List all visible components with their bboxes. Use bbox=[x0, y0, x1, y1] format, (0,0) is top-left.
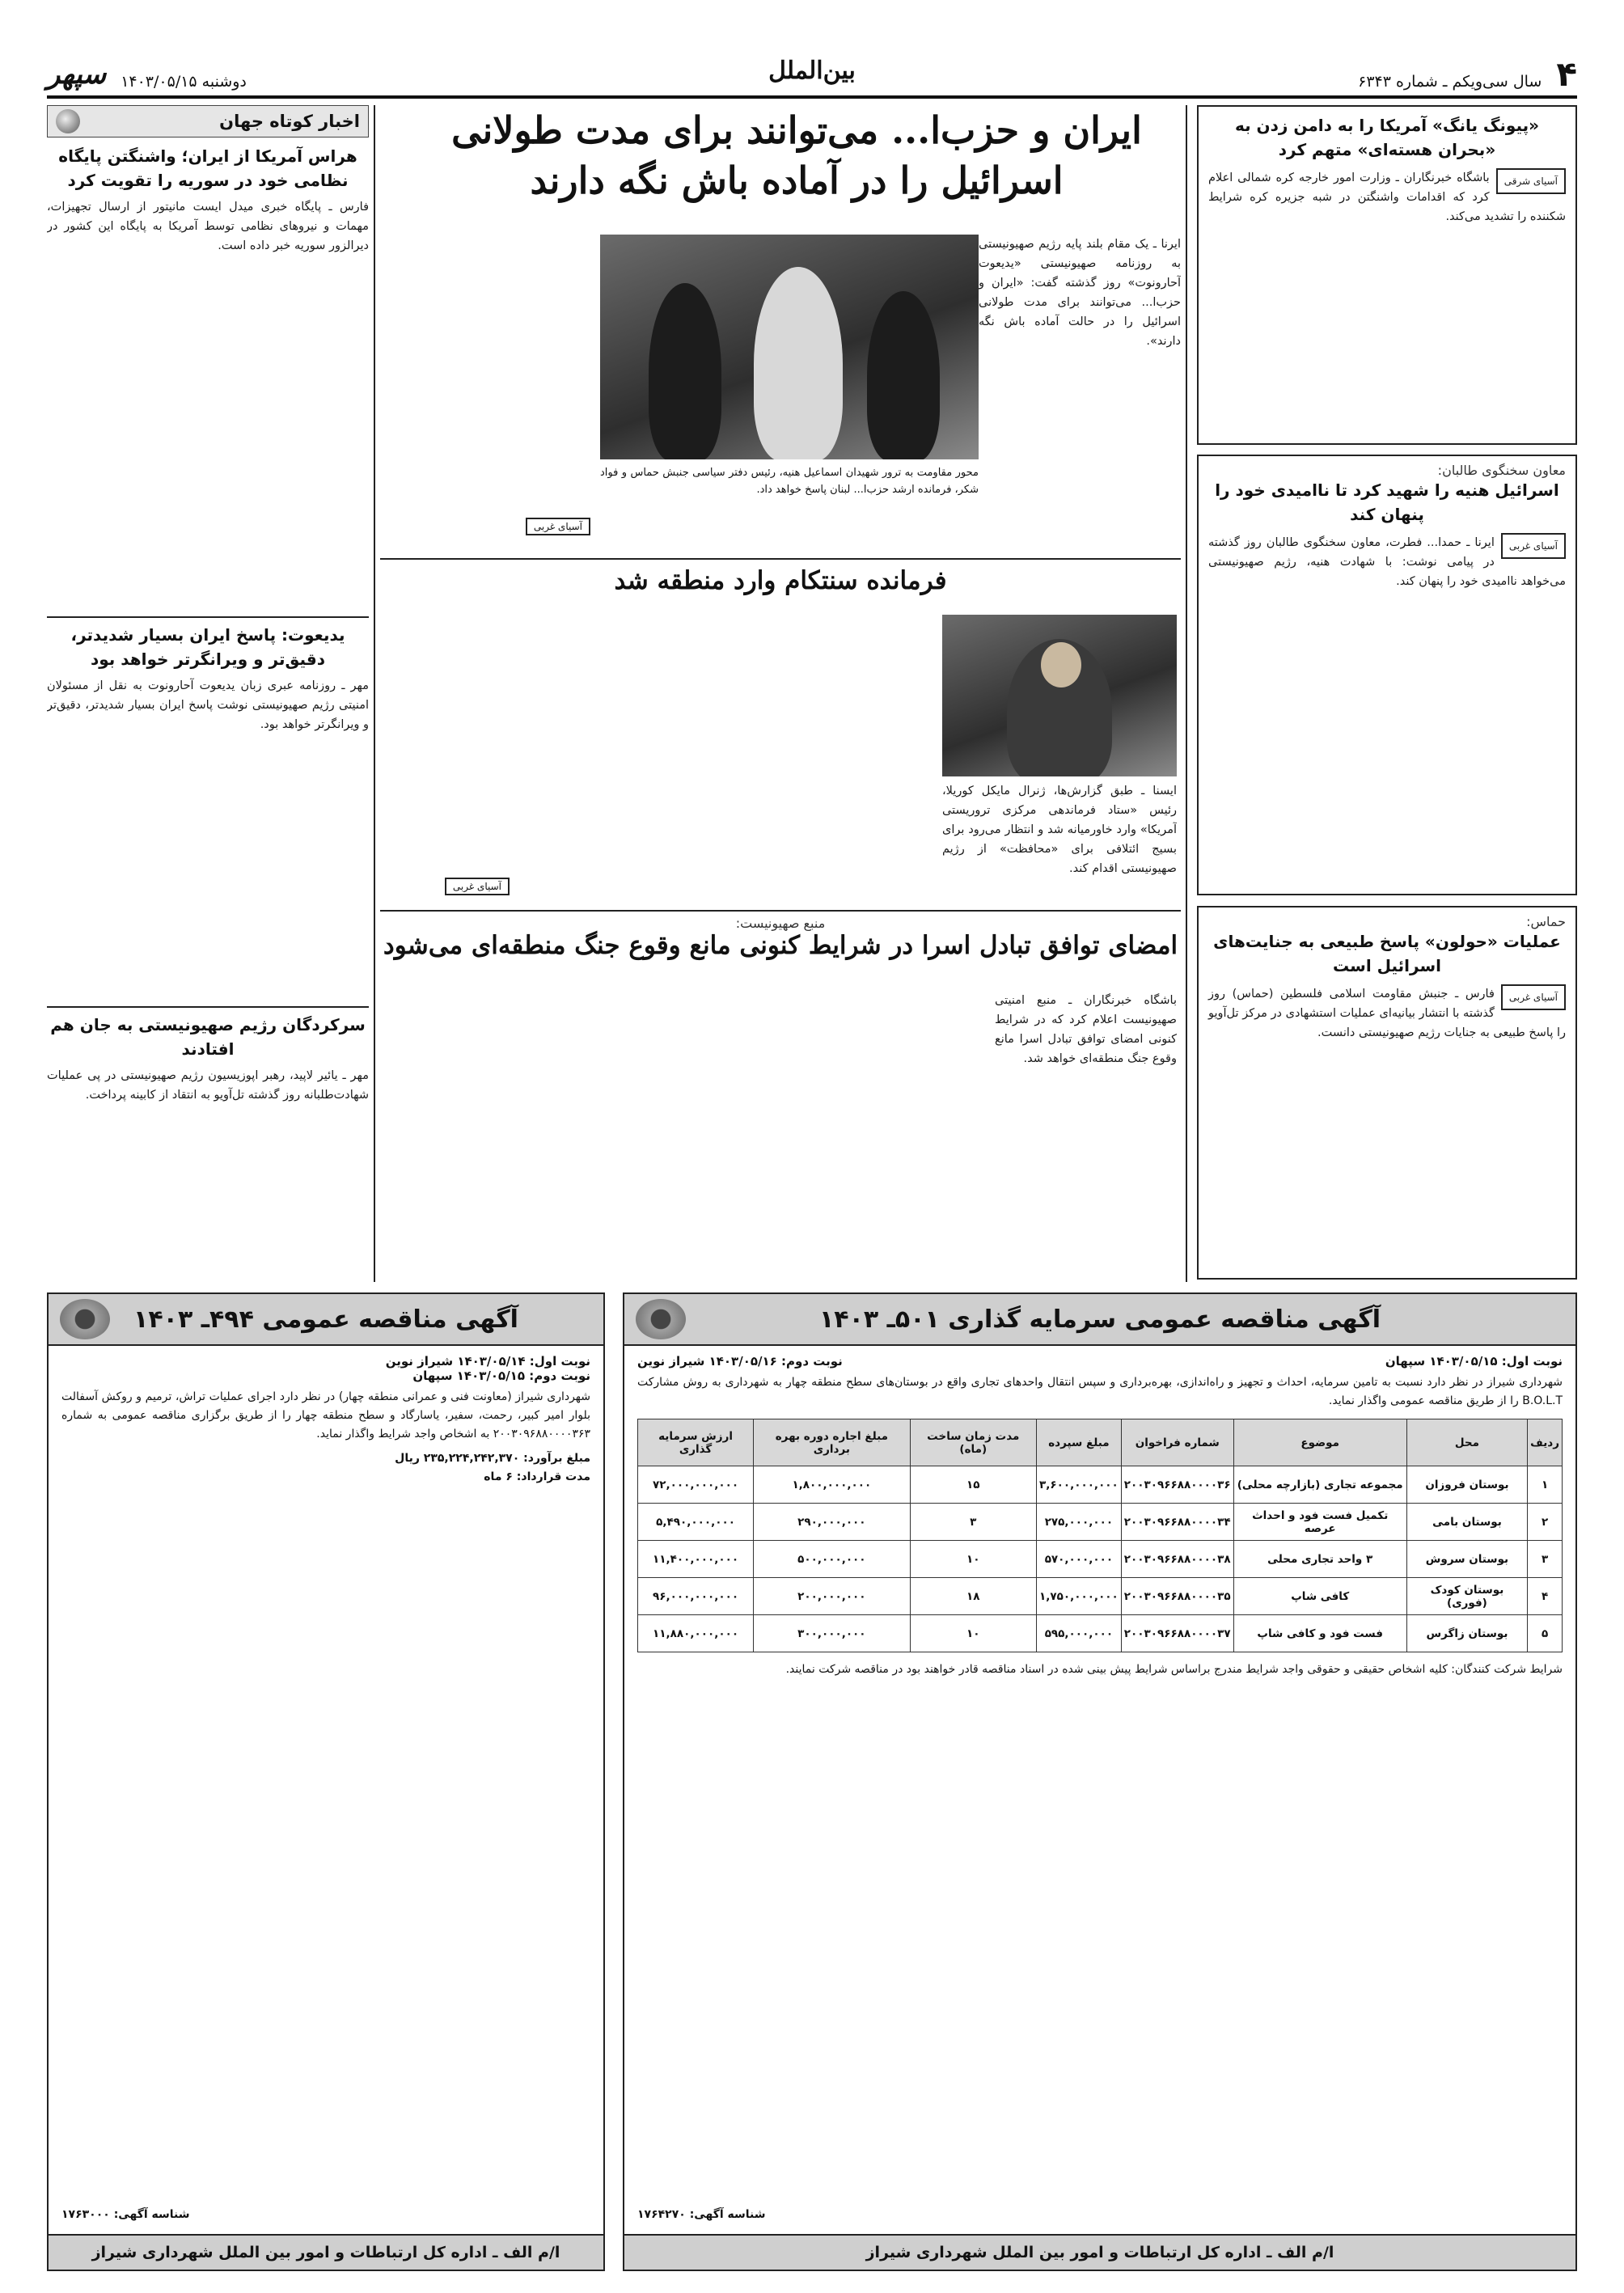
story-hamas bbox=[1197, 906, 1577, 1280]
prisoner-headline: امضای توافق تبادل اسرا در شرایط کنونی مانع وقوع جنگ منطقه‌ای می‌شود bbox=[383, 931, 1178, 960]
main-story-lead: ایرنا ـ یک مقام بلند پایه رژیم صهیونیستی به روزنامه صهیونیستی «یدیعوت آحارونوت» روز گذشته گفت: «ایران و حزب‌ا... می‌توانند برای مدت طولانی اسرائیل را در حالت آماده باش نگه دارند». bbox=[979, 238, 1181, 348]
column-divider bbox=[374, 105, 375, 1282]
source-badge: آسیای غربی bbox=[445, 878, 510, 895]
story-title: «پیونگ یانگ» آمریکا را به دامن زدن به «بحران هسته‌ای» متهم کرد bbox=[1234, 116, 1540, 159]
story-north-korea bbox=[1197, 105, 1577, 445]
tender-table bbox=[637, 1419, 1563, 1652]
source-badge: آسیای غربی bbox=[1501, 984, 1566, 1010]
source-badge: آسیای غربی bbox=[526, 518, 590, 535]
ad-title: آگهی مناقصه عمومی ۴۹۴ـ ۱۴۰۳ bbox=[133, 1305, 518, 1334]
table-header-row: ردیف محل موضوع شماره فراخوان مبلغ سپرده مدت زمان ساخت (ماه) مبلغ اجاره دوره بهره برداری ارزش سرمایه گذاری bbox=[638, 1419, 1563, 1466]
brief-lead: مهر ـ روزنامه عبری زبان یدیعوت آحارونوت به نقل از مسئولان امنیتی رژیم صهیونیستی نوشت پاسخ ایران بسیار شدیدتر، دقیق‌تر و ویرانگر‌تر خواهد بود. bbox=[47, 679, 369, 731]
ad-publication-1: نوبت اول: ۱۴۰۳/۰۵/۱۴ شیراز نوین bbox=[385, 1354, 590, 1369]
table-row: ۲ بوستان بامی تکمیل فست فود و احداث عرصه ۲۰۰۳۰۹۶۶۸۸۰۰۰۰۳۴ ۲۷۵,۰۰۰,۰۰۰ ۳ ۲۹۰,۰۰۰,۰۰۰ ۵,۴۹۰,۰۰۰,۰۰۰ bbox=[638, 1504, 1563, 1541]
commander-headline-area bbox=[380, 566, 1181, 607]
briefs-title: اخبار کوتاه جهان bbox=[219, 112, 360, 131]
briefs-column bbox=[47, 144, 369, 1276]
commander-lead-box bbox=[942, 781, 1177, 895]
ad-intro: شهرداری شیراز (معاونت فنی و عمرانی منطقه چهار) در نظر دارد اجرای عملیات تراش، ترمیم و روکش آسفالت بلوار امیر کبیر، رحمت، سفیر، یاسارگاد و سطح منطقه چهار را از طریق برگزاری مناقصه عمومی به شماره ۲۰۰۳۰۹۶۸۸۰۰۰۰۳۶۳ به اشخاص واجد شرایط واگذار نماید. bbox=[61, 1390, 590, 1441]
source-badge: آسیای شرقی bbox=[1496, 168, 1566, 194]
commander-source bbox=[380, 878, 510, 902]
story-taliban bbox=[1197, 455, 1577, 895]
main-headline-area bbox=[412, 105, 1181, 226]
main-story-continued bbox=[380, 235, 590, 550]
ad-publication-1: نوبت اول: ۱۴۰۳/۰۵/۱۵ سپهان bbox=[1385, 1354, 1563, 1369]
brief-lead: فارس ـ پایگاه خبری میدل ایست مانیتور از ارسال تجهیزات، مهمات و نیروهای نظامی توسط آمریکا به پایگاه این کشور در دیرالزور سوریه خبر داده است. bbox=[47, 201, 369, 252]
ad-publication-2: نوبت دوم: ۱۴۰۳/۰۵/۱۵ سپهان bbox=[412, 1369, 590, 1383]
story-body bbox=[1208, 226, 1566, 246]
prisoner-lead-box bbox=[995, 991, 1177, 1274]
source-badge: آسیای غربی bbox=[1501, 533, 1566, 559]
table-row: ۳ بوستان سروش ۳ واحد تجاری محلی ۲۰۰۳۰۹۶۶۸۸۰۰۰۰۳۸ ۵۷۰,۰۰۰,۰۰۰ ۱۰ ۵۰۰,۰۰۰,۰۰۰ ۱۱,۴۰۰,۰۰۰,۰۰۰ bbox=[638, 1541, 1563, 1578]
commander-lead: ایسنا ـ طبق گزارش‌ها، ژنرال مایکل کوریلا، رئیس «ستاد فرماندهی مرکزی تروریستی آمریکا» وارد خاورمیانه شد و انتظار می‌رود برای بسیج ائتلافی برای «محافظت» از رژیم صهیونیستی اقدام کند. bbox=[942, 785, 1177, 875]
prisoner-lead: باشگاه خبرنگاران ـ منبع امنیتی صهیونیست اعلام کرد که در شرایط کنونی امضای توافق تبادل اسرا مانع وقوع جنگ منطقه‌ای خواهد شد. bbox=[995, 994, 1177, 1065]
page-number: ۴ bbox=[1556, 54, 1577, 94]
main-story-lead-column bbox=[979, 235, 1181, 510]
story-kicker: منبع صهیونیست: bbox=[735, 916, 826, 931]
ad-general-tender bbox=[47, 1292, 605, 2271]
table-row: ۴ بوستان کودک (فوری) کافی شاپ ۲۰۰۳۰۹۶۶۸۸۰۰۰۰۳۵ ۱,۷۵۰,۰۰۰,۰۰۰ ۱۸ ۲۰۰,۰۰۰,۰۰۰ ۹۶,۰۰۰,۰۰۰,۰۰۰ bbox=[638, 1578, 1563, 1615]
divider bbox=[380, 558, 1181, 560]
main-headline: ایران و حزب‌ا... می‌توانند برای مدت طولانی اسرائیل را در آماده باش نگه دارند bbox=[451, 108, 1142, 202]
story-kicker: معاون سخنگوی طالبان: bbox=[1437, 463, 1566, 478]
story-lead: باشگاه خبرنگاران ـ وزارت امور خارجه کره شمالی اعلام کرد که اقدامات واشنگتن در شبه جزیره کره شرایط شکننده را تشدید می‌کند. bbox=[1208, 171, 1566, 223]
ad-footer: ا/م الف ـ اداره کل ارتباطات و امور بین الملل شهرداری شیراز bbox=[624, 2234, 1575, 2270]
globe-icon bbox=[56, 109, 80, 133]
ad-title: آگهی مناقصه عمومی سرمایه گذاری ۵۰۱ـ ۱۴۰۳ bbox=[818, 1305, 1381, 1334]
newspaper-logo: سپهر bbox=[47, 58, 107, 91]
brief-title: یدیعوت: پاسخ ایران بسیار شدیدتر، دقیق‌تر و ویرانگر‌تر خواهد بود bbox=[70, 625, 345, 669]
story-lead: ایرنا ـ حمدا... فطرت، معاون سخنگوی طالبان روز گذشته در پیامی نوشت: با شهادت هنیه، رژیم صهیونیستی می‌خواهد ناامیدی خود را پنهان کند. bbox=[1208, 536, 1566, 588]
photo-caption-box bbox=[600, 464, 979, 513]
ad-id: شناسه آگهی: ۱۷۶۴۲۷۰ bbox=[637, 2207, 766, 2221]
municipality-emblem-icon bbox=[60, 1299, 110, 1339]
commander-headline: فرمانده سنتکام وارد منطقه شد bbox=[614, 566, 947, 595]
brief-lead: مهر ـ یائیر لاپید، رهبر اپوزیسیون رژیم صهیونیستی در پی عملیات شهادت‌طلبانه روز گذشته تل‌آویو به انتقاد از کابینه پرداخت. bbox=[47, 1069, 369, 1102]
table-row: ۱ بوستان فروزان مجموعه تجاری (بازارچه محلی) ۲۰۰۳۰۹۶۶۸۸۰۰۰۰۳۶ ۳,۶۰۰,۰۰۰,۰۰۰ ۱۵ ۱,۸۰۰,۰۰۰,۰۰۰ ۷۲,۰۰۰,۰۰۰,۰۰۰ bbox=[638, 1466, 1563, 1504]
story-lead: فارس ـ جنبش مقاومت اسلامی فلسطین (حماس) روز گذشته با انتشار بیانیه‌ای عملیات استشهادی در مرکز تل‌آویو را پاسخ طبیعی به جنایات رژیم صهیونیستی دانست. bbox=[1208, 988, 1566, 1039]
ad-intro: شهرداری شیراز در نظر دارد نسبت به تامین سرمایه، احداث و تجهیز و راه‌اندازی، بهره‌برداری و سپس انتقال واحدهای تجاری واقع در بوستان‌های سطح منطقه چهار به شهرداری به روش مشارکت B.O.L.T را از طریق مناقصه عمومی واگذار نماید. bbox=[637, 1376, 1563, 1408]
photo-soldiers bbox=[600, 235, 979, 459]
ad-terms: شرایط شرکت کنندگان: کلیه اشخاص حقیقی و حقوقی واجد شرایط مندرج براساس شرایط پیش بینی شده در اسناد مناقصه قادر خواهند بود در مناقصه شرکت نمایند. bbox=[785, 1663, 1563, 1677]
ad-investment-tender bbox=[623, 1292, 1577, 2271]
section-title: بین‌الملل bbox=[768, 57, 856, 85]
briefs-header bbox=[47, 105, 369, 137]
municipality-emblem-icon bbox=[636, 1299, 686, 1339]
ad-publication-2: نوبت دوم: ۱۴۰۳/۰۵/۱۶ شیراز نوین bbox=[637, 1354, 843, 1369]
prisoner-headline-area bbox=[380, 916, 1181, 980]
brief-title: هراس آمریکا از ایران؛ واشنگتن پایگاه نظامی خود در سوریه را تقویت کرد bbox=[58, 146, 357, 190]
page-header bbox=[47, 54, 1577, 99]
story-title: اسرائیل هنیه را شهید کرد تا ناامیدی خود را پنهان کند bbox=[1215, 480, 1559, 524]
ad-footer: ا/م الف ـ اداره کل ارتباطات و امور بین الملل شهرداری شیراز bbox=[49, 2234, 603, 2270]
ad-amount: مبلغ برآورد: ۲۳۵,۲۲۴,۲۴۲,۳۷۰ ریال bbox=[395, 1451, 590, 1465]
table-row: ۵ بوستان زاگرس فست فود و کافی شاپ ۲۰۰۳۰۹۶۶۸۸۰۰۰۰۳۷ ۵۹۵,۰۰۰,۰۰۰ ۱۰ ۳۰۰,۰۰۰,۰۰۰ ۱۱,۸۸۰,۰۰۰,۰۰۰ bbox=[638, 1615, 1563, 1652]
brief-title: سرکردگان رژیم صهیونیستی به جان هم افتادند bbox=[50, 1015, 366, 1059]
story-kicker: حماس: bbox=[1526, 914, 1566, 929]
photo-caption: محور مقاومت به ترور شهیدان اسماعیل هنیه، رئیس دفتر سیاسی جنبش حماس و فواد شکر، فرمانده ارشد حزب‌ا... لبنان پاسخ خواهد داد. bbox=[600, 467, 979, 496]
photo-general bbox=[942, 615, 1177, 776]
divider bbox=[380, 910, 1181, 912]
issue-date: دوشنبه ۱۴۰۳/۰۵/۱۵ bbox=[121, 73, 247, 91]
story-title: عملیات «حولون» پاسخ طبیعی به جنایت‌های اسرائیل است bbox=[1213, 932, 1561, 975]
column-divider bbox=[1186, 105, 1187, 1282]
ad-id: شناسه آگهی: ۱۷۶۳۰۰۰ bbox=[61, 2207, 190, 2221]
issue-number: سال سی‌ویکم ـ شماره ۶۳۴۳ bbox=[1358, 73, 1542, 91]
ad-duration: مدت قرارداد: ۶ ماه bbox=[484, 1470, 590, 1483]
